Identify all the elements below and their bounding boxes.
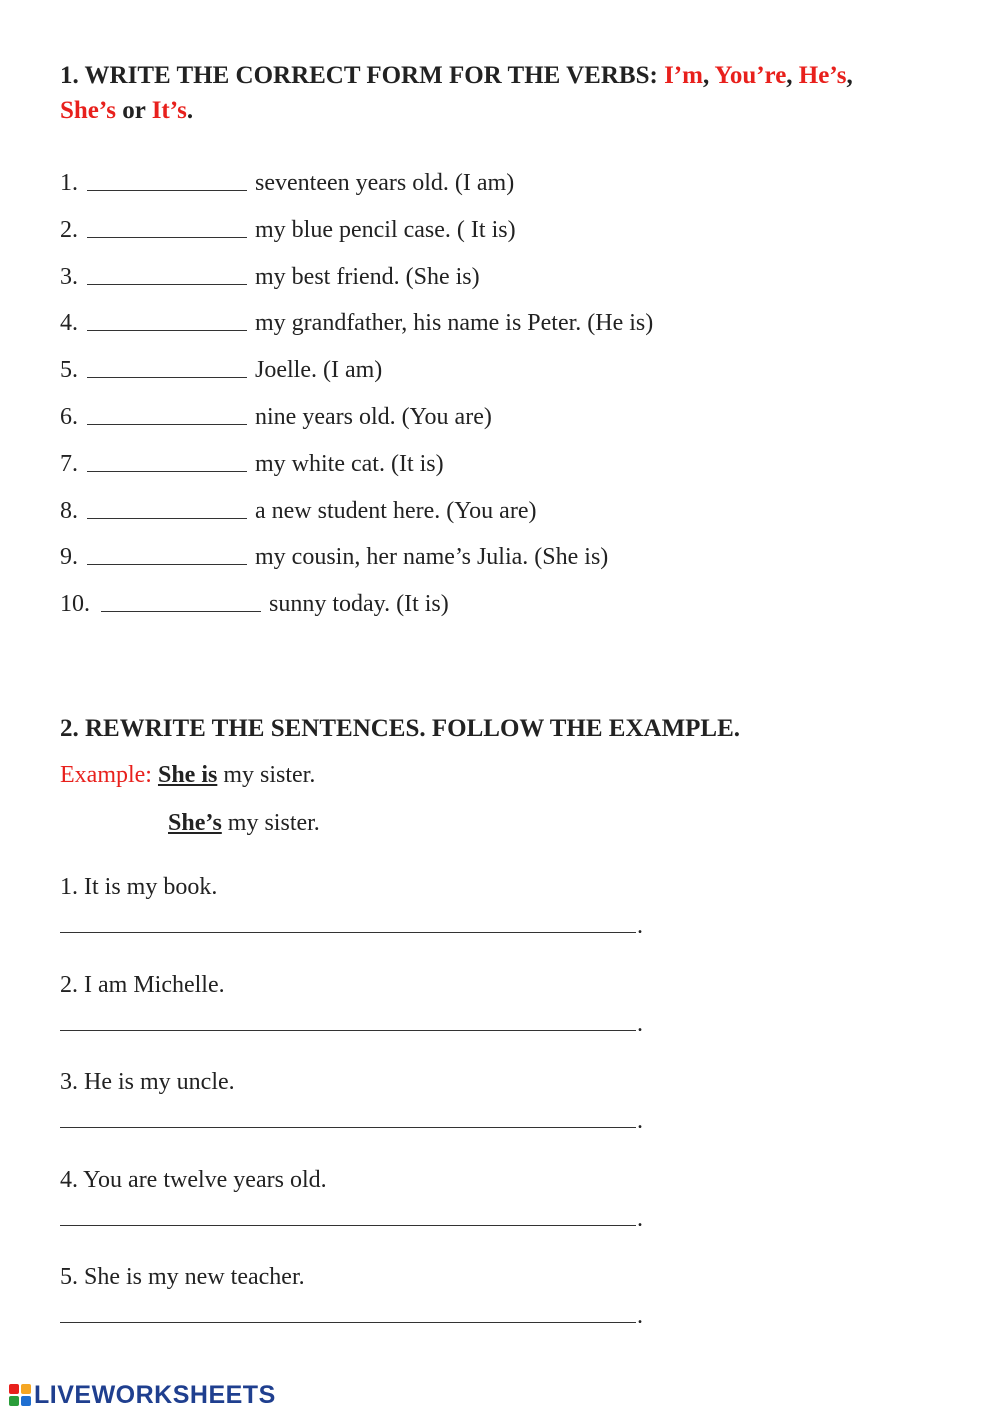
sentence-prompt: 4. You are twelve years old. — [60, 1166, 327, 1193]
example-contraction: She’s — [168, 810, 222, 836]
line-period: . — [637, 1303, 643, 1329]
answer-blank[interactable] — [87, 306, 247, 331]
answer-blank[interactable] — [87, 400, 247, 425]
item-number: 8. — [60, 497, 78, 524]
answer-blank[interactable] — [87, 260, 247, 285]
example-highlight: She is — [157, 762, 218, 788]
item-number: 10. — [60, 591, 90, 618]
exercise1-item — [60, 400, 960, 447]
item-number: 1. — [60, 170, 78, 196]
example-rest: my sister. — [217, 762, 316, 788]
verb-option-youre: You’re — [714, 62, 787, 89]
answer-blank[interactable] — [87, 166, 247, 191]
section1-instruction — [60, 58, 950, 128]
answer-blank[interactable] — [87, 447, 247, 472]
item-number: 5. — [60, 357, 78, 384]
period: . — [186, 97, 194, 124]
verb-option-its: It’s — [151, 97, 187, 124]
exercise1-item — [60, 260, 960, 307]
line-period: . — [637, 1205, 643, 1232]
section2-instruction: 2. REWRITE THE SENTENCES. FOLLOW THE EXAMPLE. — [60, 715, 741, 742]
exercise1-list — [60, 166, 960, 634]
answer-line[interactable] — [60, 932, 636, 933]
exercise2-item — [60, 870, 660, 939]
item-text: a new student here. (You are) — [255, 497, 537, 524]
example-original — [60, 758, 315, 792]
separator: , — [786, 62, 799, 89]
answer-line[interactable] — [60, 1322, 636, 1323]
answer-blank[interactable] — [87, 213, 247, 238]
exercise2-item — [60, 1260, 660, 1329]
exercise2-item — [60, 968, 660, 1037]
sentence-prompt: 5. She is my new teacher. — [60, 1264, 305, 1290]
answer-blank[interactable] — [87, 540, 247, 565]
example-rest: my sister. — [221, 810, 320, 836]
item-text: my blue pencil case. ( It is) — [255, 216, 516, 243]
exercise1-item — [60, 213, 960, 260]
exercise1-item — [60, 306, 960, 353]
exercise1-item — [60, 166, 960, 213]
line-period: . — [637, 913, 643, 939]
sentence-prompt: 3. He is my uncle. — [60, 1069, 235, 1095]
example-rewritten — [168, 806, 320, 840]
verb-option-hes: He’s — [798, 62, 847, 89]
exercise2-item — [60, 1065, 660, 1134]
example-label: Example: — [60, 762, 158, 788]
answer-line[interactable] — [60, 1225, 636, 1226]
item-text: my grandfather, his name is Peter. (He is) — [255, 310, 654, 337]
exercise1-item — [60, 540, 960, 587]
or-word: or — [116, 97, 152, 124]
item-number: 4. — [60, 310, 78, 337]
liveworksheets-logo-icon — [8, 1383, 32, 1407]
item-number: 9. — [60, 544, 78, 571]
answer-blank[interactable] — [101, 587, 261, 612]
exercise1-item — [60, 447, 960, 494]
sentence-prompt: 1. It is my book. — [60, 874, 218, 900]
logo-text: LIVEWORKSHEETS — [34, 1380, 276, 1409]
exercise1-item — [60, 587, 960, 634]
separator: , — [702, 62, 715, 89]
item-number: 2. — [60, 216, 78, 243]
sentence-prompt: 2. I am Michelle. — [60, 971, 225, 998]
item-text: nine years old. (You are) — [255, 403, 492, 430]
instruction-text: 1. WRITE THE CORRECT FORM FOR THE VERBS: — [60, 62, 665, 89]
item-number: 3. — [60, 263, 78, 290]
item-text: sunny today. (It is) — [269, 591, 449, 618]
answer-blank[interactable] — [87, 353, 247, 378]
exercise2-item — [60, 1163, 660, 1232]
answer-line[interactable] — [60, 1030, 636, 1031]
line-period: . — [637, 1108, 643, 1134]
item-text: my best friend. (She is) — [255, 263, 480, 290]
item-number: 7. — [60, 450, 78, 477]
exercise1-item — [60, 494, 960, 541]
exercise1-item — [60, 353, 960, 400]
verb-option-shes: She’s — [60, 97, 117, 124]
verb-option-im: I’m — [664, 62, 703, 89]
item-text: my cousin, her name’s Julia. (She is) — [255, 544, 609, 571]
answer-line[interactable] — [60, 1127, 636, 1128]
liveworksheets-logo — [8, 1380, 276, 1410]
item-text: Joelle. (I am) — [255, 357, 383, 384]
item-text: seventeen years old. (I am) — [255, 170, 515, 196]
answer-blank[interactable] — [87, 494, 247, 519]
item-number: 6. — [60, 403, 78, 430]
line-period: . — [637, 1010, 643, 1037]
separator: , — [846, 62, 853, 89]
item-text: my white cat. (It is) — [255, 450, 444, 477]
